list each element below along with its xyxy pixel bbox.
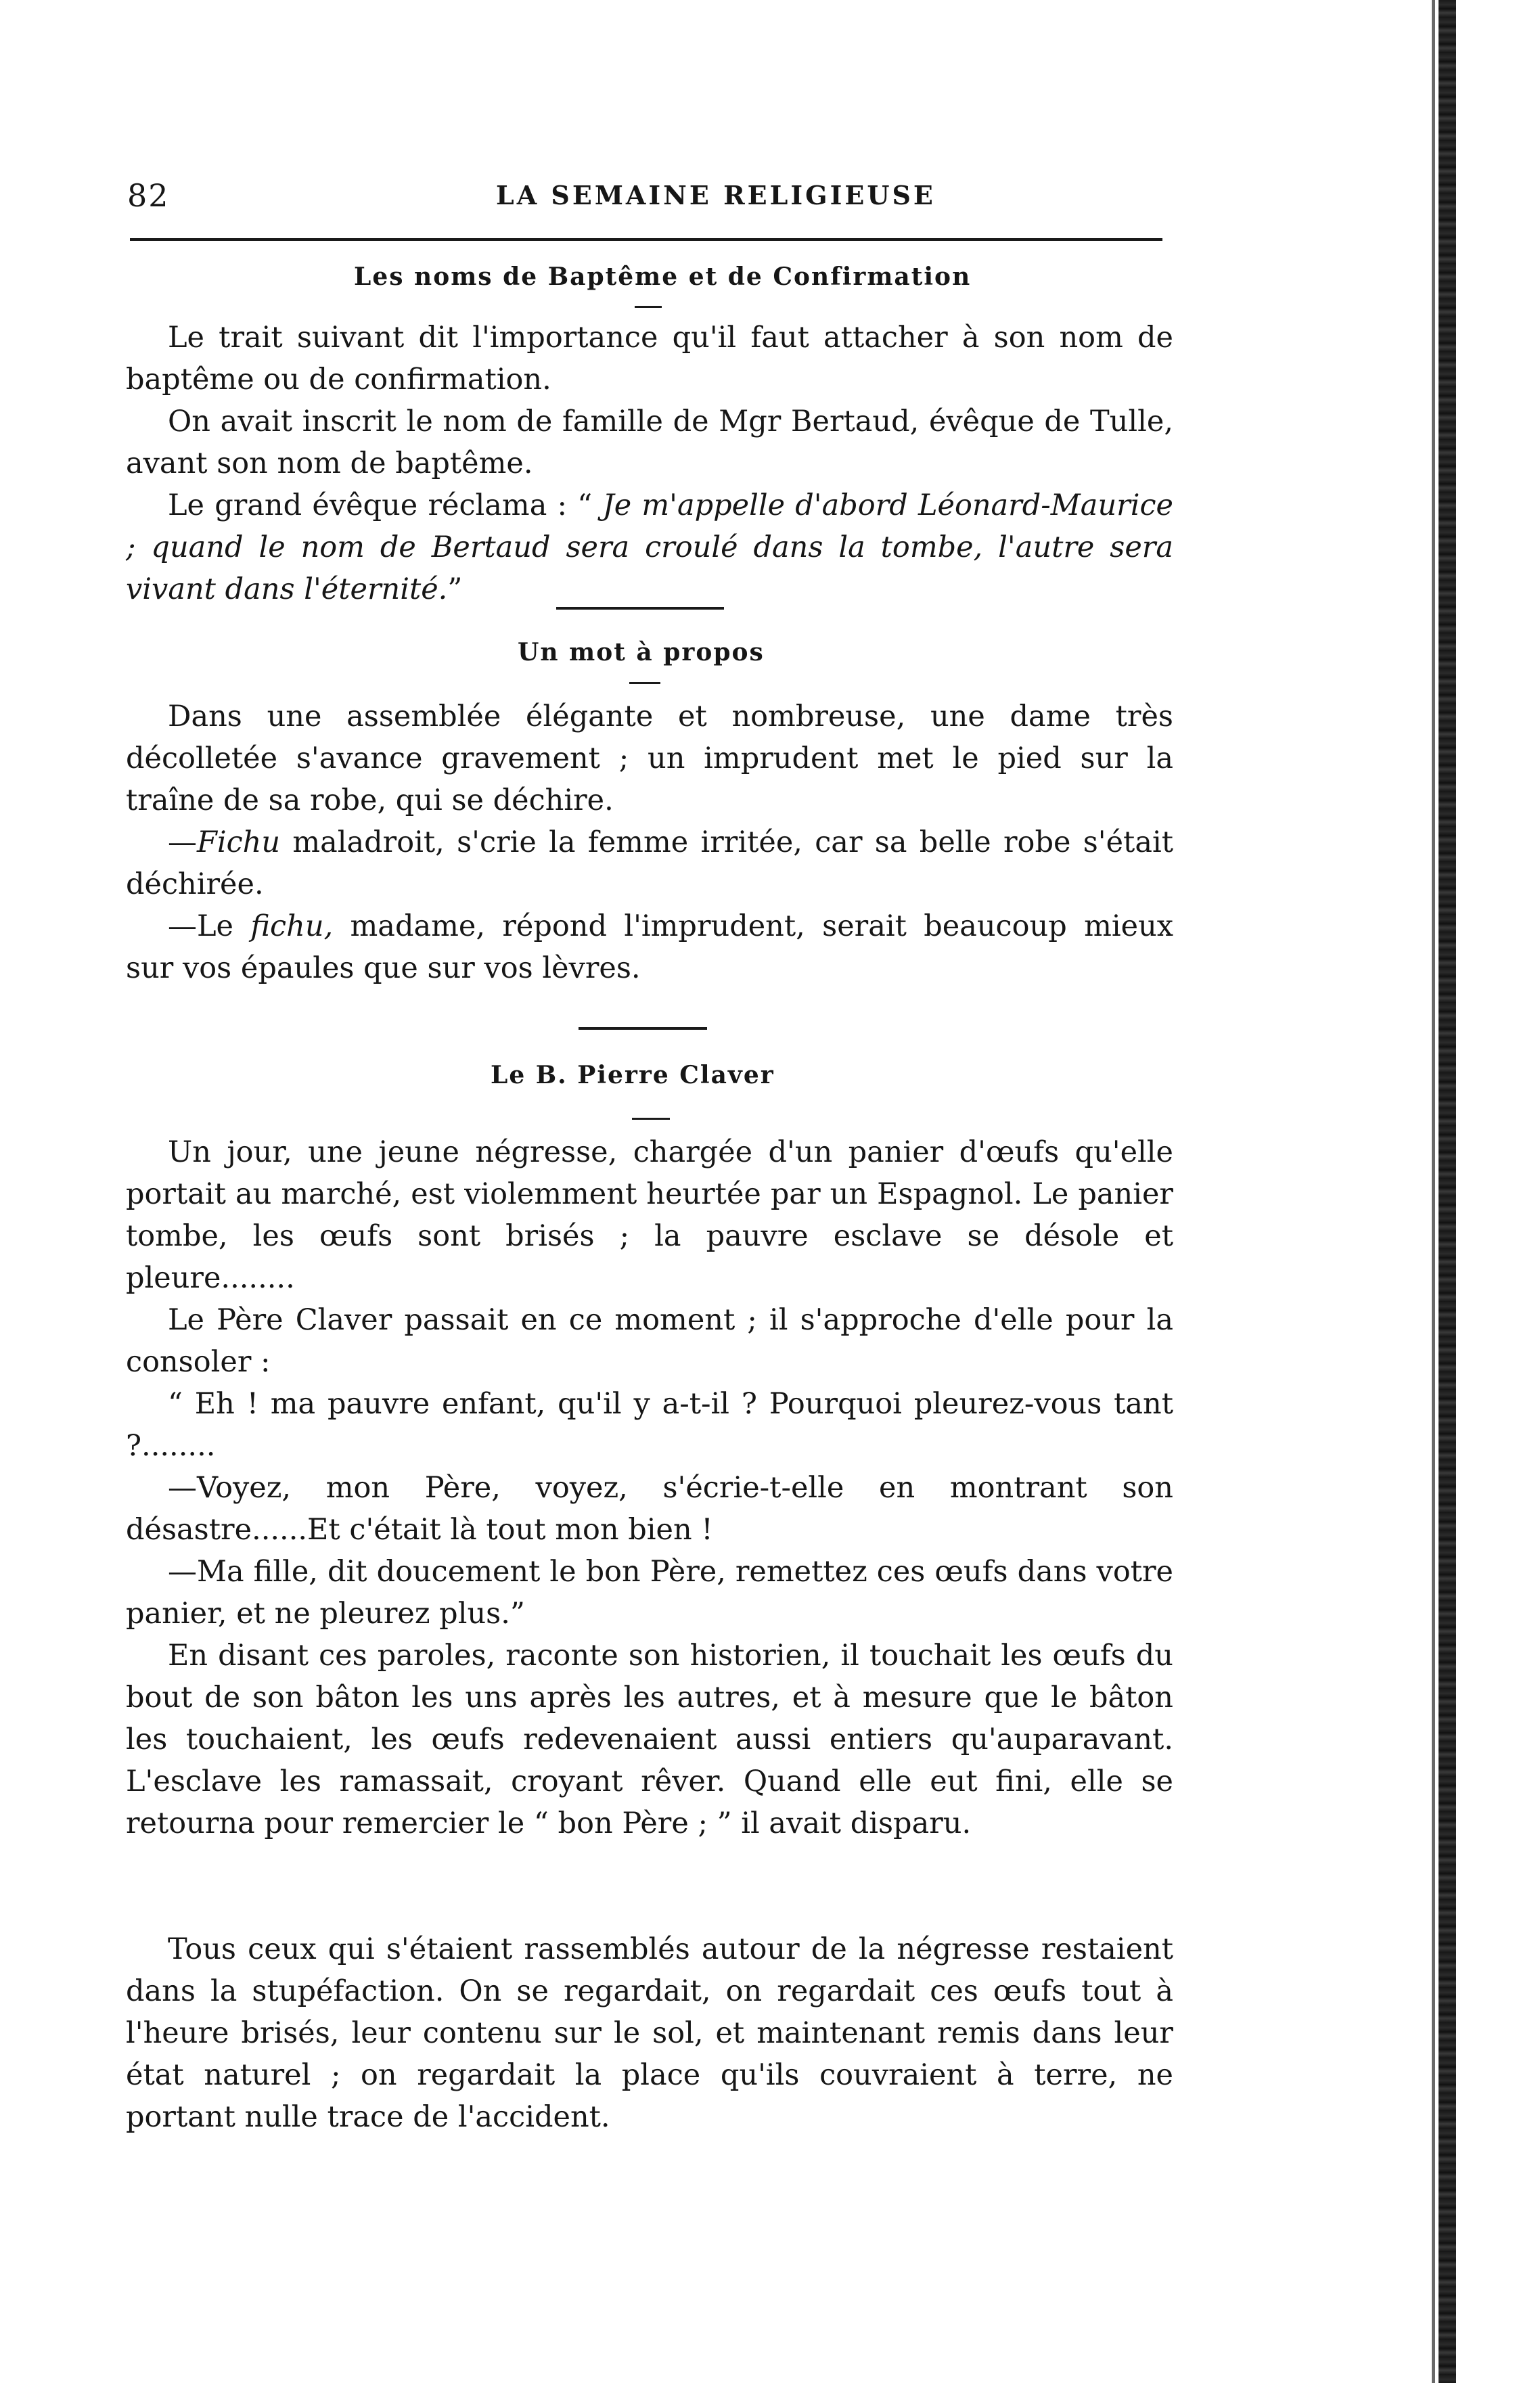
paragraph: “ Eh ! ma pauvre enfant, qu'il y a-t-il ? Pourquoi pleurez-vous tant ?........ xyxy=(126,1387,1173,1463)
text-run: ” xyxy=(447,572,463,606)
quote-italic: Je m'appelle d'abord Léonard-Maurice ; quand le nom de Bertaud sera croulé dans la tombe, l'autre sera vivant dans l'éternité. xyxy=(126,489,1173,606)
paragraph xyxy=(126,905,1173,989)
text-run: maladroit, s'crie la femme irritée, car sa belle robe s'était déchirée. xyxy=(126,825,1173,901)
running-title: LA SEMAINE RELIGIEUSE xyxy=(496,180,936,210)
header-rule xyxy=(130,238,1162,241)
paragraph xyxy=(126,821,1173,905)
italic-word: Fichu xyxy=(197,825,281,859)
text-run: Le grand évêque réclama : “ xyxy=(168,489,603,522)
page-header xyxy=(127,177,1169,215)
text-run: — xyxy=(168,825,197,859)
paragraph: Dans une assemblée élégante et nombreuse, une dame très décolletée s'avance gravement ; un imprudent met le pied sur la traîne de sa robe, qui se déchire. xyxy=(126,700,1173,817)
paragraph: Tous ceux qui s'étaient rassemblés autour de la négresse restaient dans la stupéfaction. On se regardait, on regardait ces œufs tout à l'heure brisés, leur contenu sur le sol, et maintenant remis dans leur état naturel ; on regardait la place qu'ils couvraient à terre, ne portant nulle trace de l'accident. xyxy=(126,1932,1173,2134)
paragraph: Un jour, une jeune négresse, chargée d'un panier d'œufs qu'elle portait au marché, est violemment heurtée par un Espagnol. Le panier tombe, les œufs sont brisés ; la pauvre esclave se désole et pleure........ xyxy=(126,1135,1173,1295)
paragraph: Le Père Claver passait en ce moment ; il s'approche d'elle pour la consoler : xyxy=(126,1303,1173,1379)
section-title-underline xyxy=(632,1118,670,1120)
italic-word: fichu, xyxy=(250,909,334,943)
text-run: madame, répond l'imprudent, serait beaucoup mieux sur vos épaules que sur vos lèvres. xyxy=(126,909,1174,985)
paragraph: —Voyez, mon Père, voyez, s'écrie-t-elle en montrant son désastre......Et c'était là tout mon bien ! xyxy=(126,1471,1173,1547)
section-separator xyxy=(579,1027,707,1030)
section-title-bapteme: Les noms de Baptême et de Confirmation xyxy=(354,263,972,291)
paragraph: En disant ces paroles, raconte son historien, il touchait les œufs du bout de son bâton les uns après les autres, et à mesure que le bâton les touchaient, les œufs redevenaient aussi entiers qu'auparavant. L'esclave les ramassait, croyant rêver. Quand elle eut fini, elle se retourna pour remercier le “ bon Père ; ” il avait disparu. xyxy=(126,1639,1173,1840)
text-run: —Le xyxy=(168,909,251,943)
section-title-pierre-claver: Le B. Pierre Claver xyxy=(491,1061,775,1089)
binding-edge xyxy=(1439,0,1456,2383)
page-number: 82 xyxy=(127,177,170,214)
section-separator xyxy=(556,607,724,610)
binding-edge-shadow xyxy=(1432,0,1435,2383)
section-title-mot-a-propos: Un mot à propos xyxy=(518,638,765,666)
paragraph xyxy=(126,484,1173,610)
paragraph: On avait inscrit le nom de famille de Mgr Bertaud, évêque de Tulle, avant son nom de baptême. xyxy=(126,405,1173,480)
paragraph: —Ma fille, dit doucement le bon Père, remettez ces œufs dans votre panier, et ne pleurez plus.” xyxy=(126,1555,1173,1631)
paragraph: Le trait suivant dit l'importance qu'il faut attacher à son nom de baptême ou de confirmation. xyxy=(126,321,1173,396)
section-title-underline xyxy=(635,306,662,308)
section-title-underline xyxy=(629,682,660,684)
